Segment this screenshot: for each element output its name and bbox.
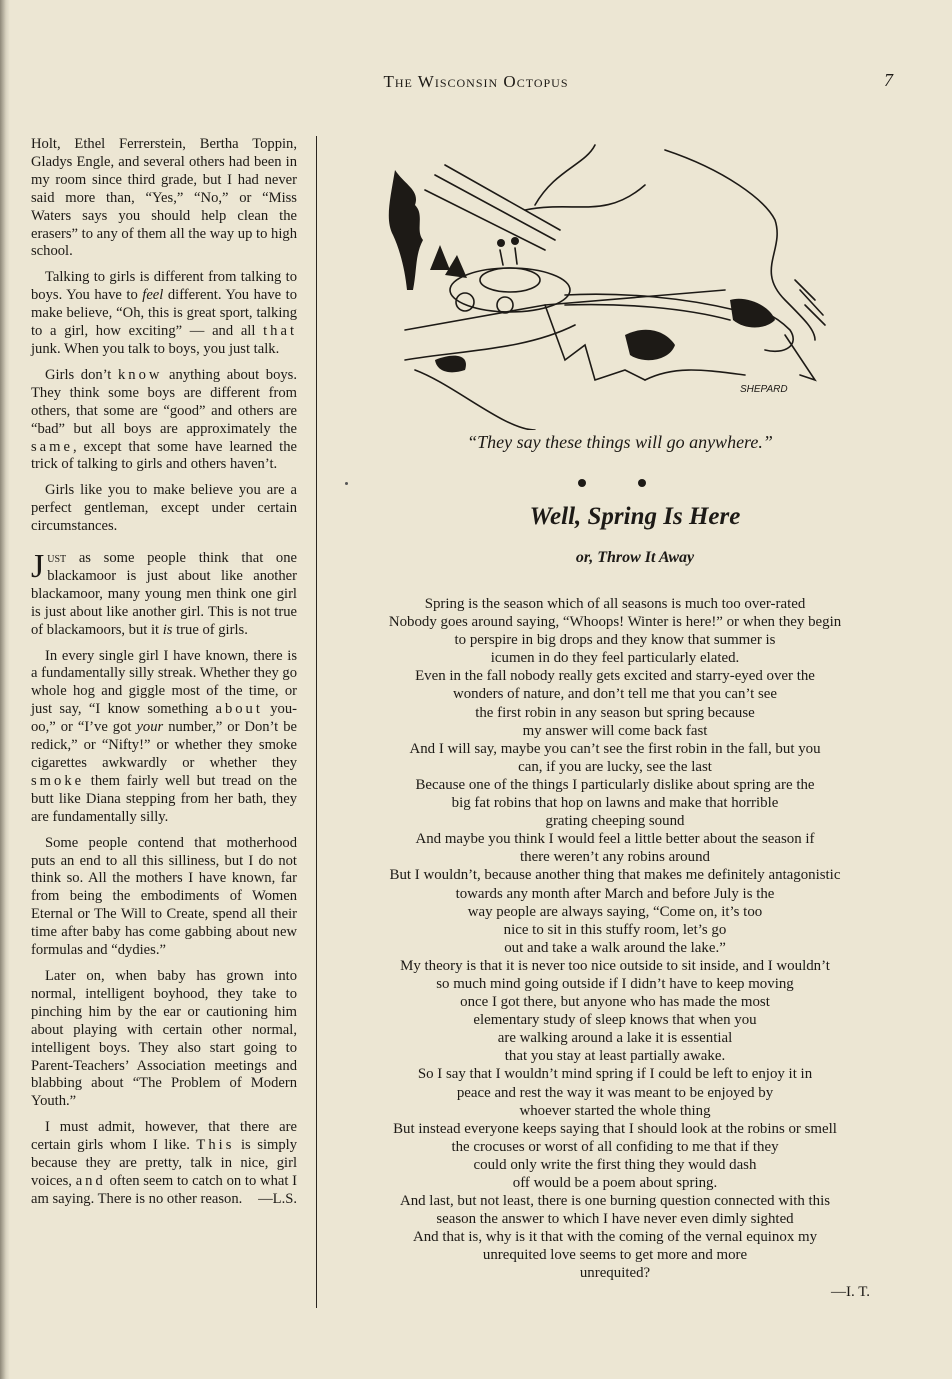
page-edge-shadow [0,0,10,1379]
cartoon-caption: “They say these things will go anywhere.” [467,432,773,452]
paragraph-9: I must admit, however, that there are certain girls whom I like. This is simply because they are pretty, talk in nice, girl voices, and often seem to catch on to what I am saying. There is no other reason. —L.S. [31,1119,298,1207]
column-rule [316,136,317,1308]
poem-line: Nobody goes around saying, “Whoops! Winter is here!” or when they begin [388,614,842,631]
divider-dot [578,479,586,487]
poem-signature: —I. T. [830,1284,870,1300]
poem-line: towards any month after March and before July is the [455,885,775,902]
poem-line: off would be a poem about spring. [512,1175,718,1191]
page-number: 7 [884,70,893,90]
paragraph-2: Talking to girls is different from talking to boys. You have to feel different. You have to make believe, “Oh, this is great sport, talking to a girl, how exciting” — and all that junk. When you talk to boys, you just talk. [31,269,298,357]
poem-line: can, if you are lucky, see the last [518,758,712,775]
poem-line: once I got there, but anyone who has made the most [460,994,770,1011]
poem-line: Even in the fall nobody really gets excited and starry-eyed over the [415,668,815,685]
poem-line: there weren’t any robins around [520,849,710,866]
drop-cap: J [31,548,45,586]
poem-line: to perspire in big drops and they know that summer is [454,632,776,649]
poem-line: My theory is that it is never too nice outside to sit inside, and I wouldn’t [400,957,830,974]
poem-line: And last, but not least, there is one burning question connected with this [399,1193,831,1210]
paragraph-8: Later on, when baby has grown into normal, intelligent boyhood, they take to pinching him by the ear or cautioning him about playing with certain other normal, intelligent boys. They also start going to Parent-Teachers’ Association meetings and blabbing about “The Problem of Modern Youth.” [31,967,297,1110]
poem-line: out and take a walk around the lake.” [504,939,726,956]
poem-line: are walking around a lake it is essential [497,1030,733,1047]
poem-line: so much mind going outside if I didn’t have to keep moving [436,975,794,992]
paragraph-7: Some people contend that motherhood puts an end to all this silliness, but I do not think so. All the mothers I have known, far from being the embodiments of Women Eternal or The Will to Create, spend all their time after baby has come gabbing about new formulas and “dydies.” [31,834,297,959]
poem-line: season the answer to which I have never even dimly sighted [436,1211,794,1228]
poem-line: Because one of the things I particularly dislike about spring are the [415,776,815,793]
cartoon-illustration [345,130,845,430]
poem-line: wonders of nature, and don’t tell me that you can’t see [452,686,778,703]
poem-line: way people are always saying, “Come on, it’s too [467,903,763,920]
poem-line: And I will say, maybe you can’t see the first robin in the fall, but you [409,740,821,757]
poem-line: big fat robins that hop on lawns and make that horrible [451,795,779,812]
poem-line: nice to sit in this stuffy room, let’s go [503,921,727,938]
divider-dot [638,479,646,487]
paragraph-4: Girls like you to make believe you are a perfect gentleman, except under certain circumstances. [31,482,297,535]
poem-title: Well, Spring Is Here [529,503,741,530]
poem-line: unrequited? [579,1265,651,1282]
poem-line: And that is, why is it that with the coming of the vernal equinox my [412,1229,818,1246]
poem-line: elementary study of sleep knows that when you [473,1012,757,1029]
poem-line: But instead everyone keeps saying that I should look at the robins or smell [393,1120,837,1137]
paragraph-3: Girls don’t know anything about boys. They think some boys are different from others, that some are “good” and others are “bad” but all boys are approximately the same, except that some have learned the trick of talking to girls and others haven’t. [31,366,297,473]
paragraph-5: Just as some people think that one blackamoor is just about like another blackamoor, many young men think one girl is just about like another girl. This is not true of blackamoors, but it is true of girls. [31,548,297,638]
paragraph-1: Holt, Ethel Ferrerstein, Bertha Toppin, Gladys Engle, and several others had been in my room since third grade, but I had never said more than, “Yes,” “No,” or “Miss Waters says you should help clean the erasers” to any of them all the way up to high school. [31,136,297,260]
poem-line: And maybe you think I would feel a little better about the season if [415,831,815,848]
poem-line: the crocuses or worst of all confiding to me that if they [451,1138,779,1155]
stray-mark [345,482,348,485]
magazine-title: The Wisconsin Octopus [383,72,569,91]
running-head [0,72,952,92]
poem-subtitle: or, Throw It Away [575,549,695,566]
left-signature: —L.S. [258,1190,297,1207]
section-divider-dots [560,474,680,494]
poem-line: my answer will come back fast [522,722,708,739]
left-column-article [31,136,297,1217]
paragraph-6: In every single girl I have known, there is a fundamentally silly streak. Whether they go whole hog and giggle most of the time, or just say, “I know something about you-oo,” or “I’ve got your number,” or Don’t be redick,” or “Nifty!” or whether they smoke cigarettes awkwardly or whether they smoke them fairly well but tread on the butt like Diana stepping from her bath, they are fundamentally silly. [31,647,297,825]
poem-line: peace and rest the way it was meant to be enjoyed by [456,1084,774,1101]
poem-line: Spring is the season which of all seasons is much too over-rated [424,596,806,612]
poem-line: the first robin in any season but spring because [475,704,755,721]
artist-signature: SHEPARD [740,384,788,395]
poem-line: icumen in do they feel particularly elated. [490,650,740,667]
poem-line: could only write the first thing they would dash [473,1156,757,1173]
poem-line: that you stay at least partially awake. [504,1048,726,1065]
poem-line: So I say that I wouldn’t mind spring if I could be left to enjoy it in [417,1066,813,1083]
poem-line: grating cheeping sound [545,813,685,830]
poem-body [340,595,890,1283]
poem-line: unrequited love seems to get more and more [482,1247,748,1264]
poem-line: whoever started the whole thing [519,1102,711,1119]
poem-line: But I wouldn’t, because another thing that makes me definitely antagonistic [389,867,841,884]
